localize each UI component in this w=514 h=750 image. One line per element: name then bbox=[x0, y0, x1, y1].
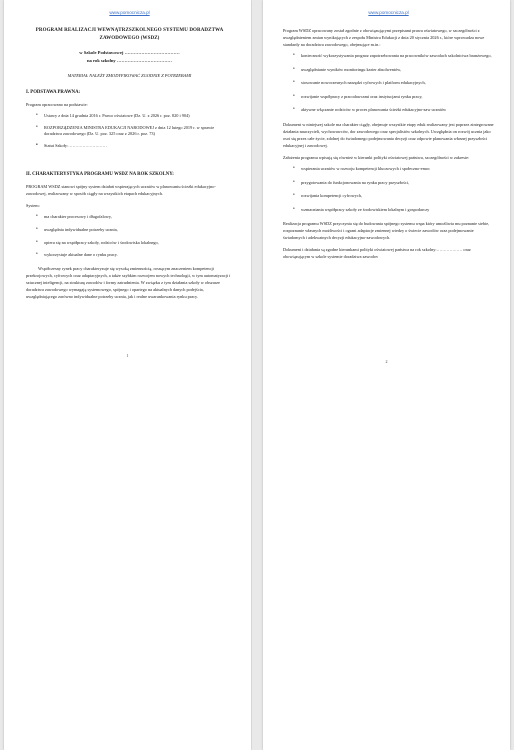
page-gutter bbox=[252, 0, 258, 750]
system-features-list bbox=[26, 214, 233, 258]
list-item: • uwzględnianie wyników monitoringu karier absolwentów, bbox=[301, 67, 494, 74]
header-link[interactable]: www.pomocnicza.pl bbox=[368, 10, 409, 15]
paragraph-4: Realizacja programu WSDZ przyczynia się do budowania spójnego systemu wspa który umożliwia mu poznanie siebie, rozpoznanie własnych możliwości i ograni adaptacje zmiennej wiedzy o świecie zawodów oraz podejmowanie świadomych i adekwatnych decyzji edukacyjno-zawodowych. bbox=[283, 221, 490, 241]
page-number: 2 bbox=[385, 359, 388, 364]
list-item: • Ustawy z dnia 14 grudnia 2016 r. Prawo oświatowe (Dz. U. z 2026 r. poz. 820 i 904) bbox=[44, 113, 233, 120]
list-item: • wspierania uczniów w rozwoju kompetencji kluczowych i społeczno-emoc bbox=[301, 166, 494, 173]
section-2-paragraph-1: PROGRAM WSDZ stanowi spójny system działań wspierających uczniów w planowaniu ścieżki edukacyjno-zawodowej, realizowany w sposób ciągły na wszystkich etapach edukacyjnych. bbox=[26, 184, 216, 197]
section-1-intro: Program opracowano na podstawie: bbox=[26, 102, 88, 107]
policy-directions-list bbox=[283, 166, 494, 213]
list-item: • uwzględnia indywidualne potrzeby ucznia, bbox=[44, 227, 233, 234]
section-2-paragraph-2: Współczesny rynek pracy charakteryzuje się wysoką zmiennością, rosnącym znaczeniem kompetencji przekrojowych, cyfrowych oraz adaptacyjnych, a także szybkim rozwojem nowych technologii, w tym automatyzacji i sztucznej inteligencji, na strukturę zawodów i formy zatrudnienia. W związku z tym działania szkoły w obszarze doradztwa zawodowego wymagają systemowego, spójnego i opartego na aktualnych danych podejścia, uwzględniającego zarówno indywidualne potrzeby ucznia, jak i realne uwarunkowania rynku pracy. bbox=[26, 265, 231, 299]
school-name-line: w Szkole Podstawowej ……………………………… bbox=[79, 50, 180, 55]
list-item: • konieczność wykorzystywania prognoz zapotrzebowania na pracowników zawodach szkolnictwa branżowego, bbox=[301, 53, 494, 60]
list-item: • Statut Szkoły:……………………… bbox=[44, 143, 233, 150]
list-item: • opiera się na współpracy szkoły, rodziców i środowiska lokalnego, bbox=[44, 240, 233, 247]
standards-list bbox=[283, 53, 494, 114]
list-item: • wykorzystuje aktualne dane o rynku pracy. bbox=[44, 252, 233, 259]
list-item: • ROZPORZĄDZENIA MINISTRA EDUKACJI NARODOWEJ z dnia 12 lutego 2019 r. w sprawie doradztwa zawodowego (Dz. U. poz. 325 oraz z 2026 r. poz. 73) bbox=[44, 125, 233, 138]
list-item: • ma charakter procesowy i długofalowy, bbox=[44, 214, 233, 221]
paragraph-1: Program WSDZ opracowany został zgodnie z obowiązującymi przepisami prawa oświatowego, w szczególności z uwzględnieniem zmian wynikających z zespołu Ministra Edukacji z dnia 20 stycznia 2026 r., które wprowadza nowe standardy na doradztwa zawodowego, obejmujące m.in.: bbox=[283, 28, 485, 47]
list-item: • wzmacniania współpracy szkoły ze środowiskiem lokalnym i gospodarczy bbox=[301, 207, 494, 214]
list-item: • rozwijanie współpracy z pracodawcami oraz instytucjami rynku pracy, bbox=[301, 94, 494, 101]
page-number: 1 bbox=[126, 353, 129, 358]
document-title: PROGRAM REALIZACJI WEWNĄTRZSZKOLNEGO SYSTEMU DORADZTWA ZAWODOWEGO (WSDZ) bbox=[35, 28, 224, 41]
page-2 bbox=[263, 0, 510, 750]
school-year-line: na rok szkolny ……………………………… bbox=[86, 58, 173, 63]
header-link[interactable]: www.pomocnicza.pl bbox=[109, 10, 150, 15]
legal-basis-list bbox=[26, 113, 233, 149]
paragraph-3: Założenia programu wpisują się również w kierunki polityki oświatowej państwa, szczególności w zakresie: bbox=[283, 154, 470, 160]
paragraph-2: Dokument w niniejszej szkole ma charakter ciągły, obejmuje wszystkie etapy eduk realizowany jest poprzez zintegrowane działania nauczycieli, wychowawców, dor zawodowego oraz specjalistów szkolnych. Uwzględnia on rozwój ucznia jako osoi się przez całe życie, zdolnej do świadomego podejmowania decyzji oraz odpowie planowania własnej przyszłości edukacyjnej i zawodowej. bbox=[283, 121, 494, 148]
list-item: • przygotowania do funkcjonowania na rynku pracy przyszłości, bbox=[301, 180, 494, 187]
page-1 bbox=[4, 0, 251, 750]
paragraph-5: Dokument i działania są zgodne kierunkami polityki oświatowej państwa na rok szkolny:……………… oraz obowiązującym w szkole systemie doradztwa zawodov bbox=[283, 247, 471, 260]
section-1-heading: I. PODSTAWA PRAWNA: bbox=[26, 90, 81, 95]
system-label: System: bbox=[26, 203, 40, 209]
list-item: • aktywne włączanie rodziców w proces planowania ścieżki edukacyjno-zaw uczniów bbox=[301, 107, 494, 114]
modification-note: MATERIAŁ NALEŻY ZMODYFIKOWAĆ ZGODNIE Z POTRZEBAMI bbox=[67, 73, 192, 78]
list-item: • rozwijania kompetencji cyfrowych, bbox=[301, 193, 494, 200]
list-item: • stosowanie nowoczesnych narzędzi cyfrowych i platform edukacyjnych, bbox=[301, 80, 494, 87]
section-2-heading: II. CHARAKTERYSTYKA PROGRAMU WSDZ NA ROK SZKOLNY: bbox=[26, 172, 174, 178]
